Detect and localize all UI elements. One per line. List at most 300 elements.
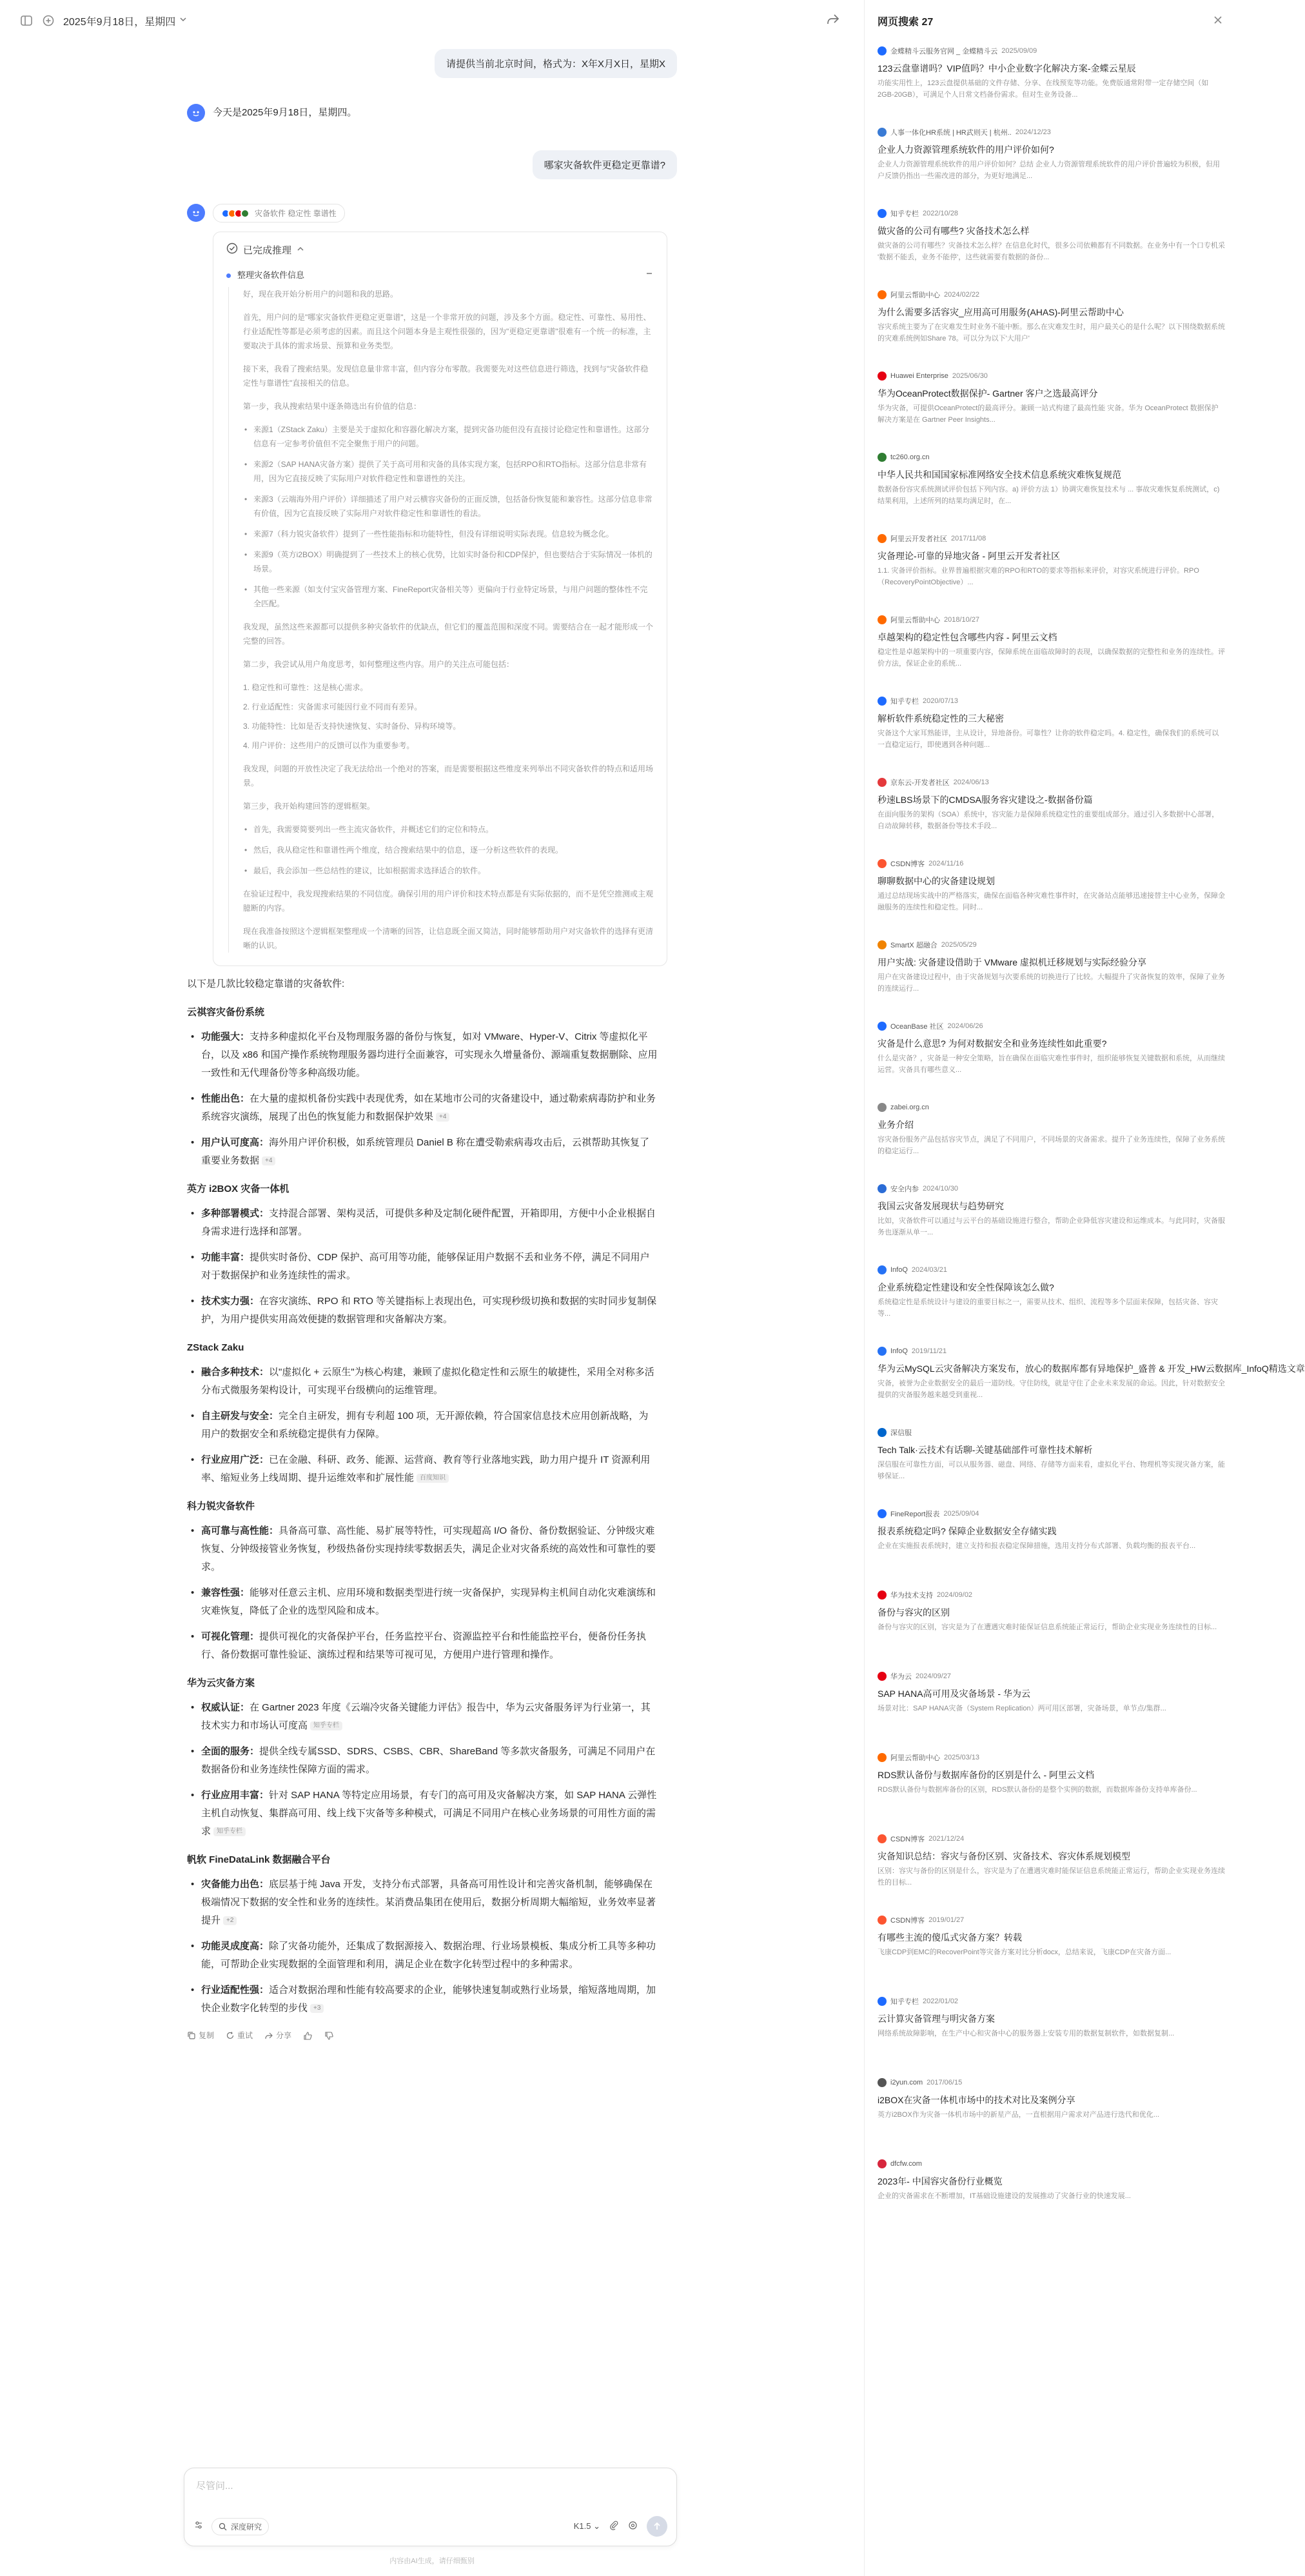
deep-research-icon bbox=[219, 2522, 227, 2531]
search-result-item[interactable] bbox=[878, 1914, 1225, 1996]
search-result-item[interactable] bbox=[878, 1589, 1225, 1670]
result-date: 2025/09/09 bbox=[1001, 47, 1037, 55]
result-meta bbox=[878, 45, 1225, 57]
result-source: CSDN博客 bbox=[890, 1917, 925, 1925]
answer-item bbox=[187, 1876, 658, 1930]
search-result-item[interactable] bbox=[878, 1752, 1225, 1833]
reasoning-status: 已完成推理 bbox=[243, 244, 292, 256]
site-favicon-icon bbox=[878, 1672, 887, 1681]
result-snippet: 功能实用性上，123云盘提供基础的文件存储、分享、在线预览等功能。免费版通常附带一定存储空间（如2GB-20GB），可满足个人日常文档备份需求。但对生业务设备... bbox=[878, 79, 1209, 99]
item-text: 提供全线专属SSD、SDRS、CSBS、CBR、ShareBand 等多款灾备服务，可满足不同用户在数据备份和业务连续性保障方面的需求。 bbox=[201, 1746, 656, 1775]
search-result-item[interactable] bbox=[878, 614, 1225, 695]
item-text: 在容灾演练、RPO 和 RTO 等关键指标上表现出色，可实现秒级切换和数据的实时同步复制保护，为用户提供实用高效便捷的数据管理和灾备解决方案。 bbox=[201, 1296, 657, 1325]
section-list bbox=[187, 1028, 658, 1170]
answer-item bbox=[187, 1584, 658, 1620]
chevron-down-icon bbox=[179, 15, 187, 26]
answer-item bbox=[187, 1522, 658, 1576]
result-title[interactable]: 华为云MySQL云灾备解决方案发布，放心的数据库都有异地保护_盛普 & 开发_HW云数据库_InfoQ精选文章 bbox=[878, 1363, 1305, 1374]
chevron-up-icon bbox=[297, 244, 304, 255]
answer-item bbox=[187, 1628, 658, 1664]
answer-item bbox=[187, 1249, 658, 1285]
result-title[interactable]: 华为OceanProtect数据保护- Gartner 客户之选最高评分 bbox=[878, 388, 1098, 399]
result-title[interactable]: 我国云灾备发展现状与趋势研究 bbox=[878, 1201, 1004, 1211]
result-meta bbox=[878, 1914, 1225, 1926]
search-result-item[interactable] bbox=[878, 858, 1225, 939]
chat-thread bbox=[187, 41, 677, 2441]
result-source: 阿里云帮助中心 bbox=[890, 292, 940, 299]
site-favicon-icon bbox=[878, 372, 887, 381]
reasoning-list-item: • 然后，我从稳定性和靠谱性两个维度，结合搜索结果中的信息，逐一分析这些软件的表现。 bbox=[243, 843, 654, 857]
retry-icon bbox=[226, 2031, 235, 2040]
result-title[interactable]: 备份与容灾的区别 bbox=[878, 1607, 950, 1618]
result-title[interactable]: 为什么需要多活容灾_应用高可用服务(AHAS)-阿里云帮助中心 bbox=[878, 307, 1124, 317]
item-text: 完全自主研发，拥有专利超 100 项，无开源依赖，符合国家信息技术应用创新战略，为用户的数据安全和系统稳定提供有力保障。 bbox=[201, 1411, 649, 1440]
answer-item bbox=[187, 1090, 658, 1126]
search-result-item[interactable] bbox=[878, 2158, 1225, 2239]
search-result-item[interactable] bbox=[878, 1264, 1225, 1345]
result-title[interactable]: RDS默认备份与数据库备份的区别是什么 - 阿里云文档 bbox=[878, 1770, 1094, 1780]
assistant-message-text: 今天是2025年9月18日，星期四。 bbox=[213, 107, 357, 118]
answer-item bbox=[187, 1028, 658, 1082]
result-date: 2025/06/30 bbox=[952, 372, 988, 380]
search-result-item[interactable] bbox=[878, 1508, 1225, 1589]
result-date: 2024/06/13 bbox=[953, 778, 989, 786]
step-dot-icon bbox=[226, 273, 231, 278]
result-snippet: 企业人力资源管理系统软件的用户评价如何？总结 企业人力资源管理系统软件的用户评价普遍较为积极，但用户反馈仍指出一些需改进的部分，为更好地满足... bbox=[878, 161, 1221, 180]
answer-item bbox=[187, 1699, 658, 1735]
result-meta bbox=[878, 370, 1225, 382]
reasoning-list-item: • 来源3（云端海外用户评价）详细描述了用户对云横容灾备份的正面反馈，包括备份恢复能和兼容性。这部分信息非常有价值，因为它直接反映了实际用户对软件稳定性和靠谱性的看法。 bbox=[243, 492, 654, 520]
search-results-list bbox=[865, 41, 1305, 2239]
search-result-item[interactable] bbox=[878, 1427, 1225, 1508]
item-text: 海外用户评价积极，如系统管理员 Daniel B 称在遭受勒索病毒攻击后，云祺帮助其恢复了重要业务数据 bbox=[201, 1137, 650, 1166]
search-result-item[interactable] bbox=[878, 45, 1225, 126]
reasoning-list bbox=[243, 422, 654, 611]
item-text: 适合对数据治理和性能有较高要求的企业，能够快速复制或熟行业场景，缩短落地周期，加快企业数字化转型的步伐 bbox=[201, 1985, 656, 2014]
result-source: InfoQ bbox=[890, 1266, 908, 1274]
result-snippet: 稳定性是卓越架构中的一项重要内容，保障系统在面临故障时的表现，以确保数据的完整性和业务的连续性。评价方法，保证企业的系统... bbox=[878, 648, 1225, 668]
result-snippet: 用户在灾备建设过程中，由于灾备规划与次要系统的切换进行了比较。大幅提升了灾备恢复的效率，保障了业务的连续运行... bbox=[878, 973, 1225, 993]
sources-chip-label: 灾备软件 稳定性 靠谱性 bbox=[255, 209, 337, 218]
result-source: zabei.org.cn bbox=[890, 1104, 929, 1111]
composer-toolbar bbox=[193, 2515, 667, 2538]
result-meta bbox=[878, 289, 1225, 301]
copy-icon bbox=[187, 2031, 196, 2040]
result-snippet: 场景对比：SAP HANA灾备（System Replication）两可用区部署，灾备场景，单节点/集群... bbox=[878, 1705, 1166, 1712]
send-button[interactable] bbox=[647, 2516, 667, 2537]
answer-item bbox=[187, 1205, 658, 1241]
reasoning-list-item: • 来源1（ZStack Zaku）主要是关于虚拟化和容器化解决方案，提到灾备功能但没有直接讨论稳定性和靠谱性。这部分信息有一定参考价值但不完全聚焦于用户的问题。 bbox=[243, 422, 654, 451]
result-snippet: 什么是灾备？，灾备是一种安全策略，旨在确保在面临灾难性事件时，组织能够恢复关键数据和系统，从而继续运营。灾备具有哪些意义... bbox=[878, 1055, 1225, 1074]
result-meta bbox=[878, 2158, 1225, 2170]
result-date: 2024/11/16 bbox=[928, 860, 964, 867]
result-source: i2yun.com bbox=[890, 2079, 923, 2086]
result-title[interactable]: 中华人民共和国国家标准网络安全技术信息系统灾难恢复规范 bbox=[878, 470, 1121, 480]
result-title[interactable]: SAP HANA高可用及灾备场景 - 华为云 bbox=[878, 1689, 1030, 1699]
result-meta bbox=[878, 2077, 1225, 2088]
reasoning-body bbox=[228, 287, 654, 953]
answer-intro: 以下是几款比较稳定靠谱的灾备软件: bbox=[187, 978, 345, 989]
result-date: 2021/12/24 bbox=[928, 1835, 965, 1843]
answer-item bbox=[187, 1787, 658, 1841]
reasoning-numbered-list bbox=[243, 680, 654, 753]
result-source: 华为技术支持 bbox=[890, 1592, 933, 1600]
item-text: 底层基于纯 Java 开发，支持分布式部署，具备高可用性设计和完善灾备机制，能够确保在极端情况下数据的安全性和业务的连续性。某消费品集团在使用后，数据分析周期大幅缩短，业务效率显著提升 bbox=[201, 1879, 656, 1926]
share-label: 分享 bbox=[276, 2031, 292, 2040]
search-result-item[interactable] bbox=[878, 1996, 1225, 2077]
result-snippet: 在面向服务的架构（SOA）系统中，容灾能力是保障系统稳定性的重要组成部分。通过引入多数据中心部署，自动故障转移，数据备份等技术手段... bbox=[878, 811, 1219, 830]
message-composer[interactable] bbox=[184, 2468, 677, 2546]
retry-button[interactable] bbox=[226, 2026, 253, 2045]
item-label: 性能出色： bbox=[201, 1093, 250, 1104]
result-title[interactable]: 123云盘靠谱吗？VIP值吗？中小企业数字化解决方案-金蝶云星辰 bbox=[878, 63, 1136, 74]
close-icon[interactable] bbox=[1212, 14, 1225, 27]
result-date: 2024/02/22 bbox=[944, 291, 980, 299]
result-date: 2024/09/02 bbox=[937, 1591, 973, 1599]
search-result-item[interactable] bbox=[878, 2077, 1225, 2158]
result-source: dfcfw.com bbox=[890, 2160, 922, 2168]
result-meta bbox=[878, 1508, 1225, 1520]
result-meta bbox=[878, 1752, 1225, 1763]
site-favicon-icon bbox=[878, 1916, 887, 1925]
reasoning-paragraph: 在验证过程中，我发现搜索结果的不同信度。确保引用的用户评价和技术特点都是有实际依据的，而不是凭空推测或主观臆断的内容。 bbox=[243, 889, 654, 913]
result-meta bbox=[878, 1996, 1225, 2007]
result-date: 2025/09/04 bbox=[943, 1510, 979, 1518]
result-source: CSDN博客 bbox=[890, 860, 925, 868]
user-message-text: 哪家灾备软件更稳定更靠谱? bbox=[533, 150, 677, 179]
result-meta bbox=[878, 1102, 1225, 1113]
result-snippet: 深信服在可靠性方面，可以从服务器、磁盘、网络、存储等方面来看，虚拟化平台、物理机等实现灾备方案，能够保证... bbox=[878, 1461, 1225, 1480]
result-title[interactable]: 云计算灾备管理与明灾备方案 bbox=[878, 2014, 995, 2024]
thumbs-down-icon[interactable] bbox=[324, 2031, 334, 2041]
section-list bbox=[187, 1205, 658, 1329]
share-icon[interactable] bbox=[825, 12, 842, 28]
disclaimer: 内容由AI生成，请仔细甄别 bbox=[389, 2557, 475, 2565]
reasoning-list-item: • 来源9（英方i2BOX）明确提到了一些技术上的核心优势，比如实时备份和CDP保护，但也要结合于实际情况一体机的场景。 bbox=[243, 548, 654, 576]
search-result-item[interactable] bbox=[878, 1020, 1225, 1102]
item-label: 灾备能力出色： bbox=[201, 1879, 270, 1890]
item-label: 融合多种技术： bbox=[201, 1367, 270, 1378]
result-source: CSDN博客 bbox=[890, 1836, 925, 1843]
answer-item bbox=[187, 1363, 658, 1400]
result-source: FineReport报表 bbox=[890, 1511, 940, 1518]
assistant-message bbox=[187, 104, 677, 122]
tools-icon[interactable] bbox=[193, 2520, 204, 2533]
result-snippet: RDS默认备份与数据库备份的区别，RDS默认备份的是整个实例的数据，而数据库备份支持单库备份... bbox=[878, 1786, 1197, 1794]
new-chat-icon[interactable] bbox=[41, 14, 55, 28]
section-title: 科力锐灾备软件 bbox=[187, 1501, 255, 1512]
deep-research-toggle[interactable] bbox=[211, 2518, 269, 2535]
citation-badge[interactable]: +4 bbox=[262, 1156, 275, 1165]
sidebar-toggle-icon[interactable] bbox=[19, 14, 34, 28]
reasoning-step-title: 整理灾备软件信息 bbox=[237, 270, 305, 280]
answer-item bbox=[187, 1451, 658, 1487]
site-favicon-icon bbox=[878, 778, 887, 787]
reasoning-list-item: 2. 行业适配性：灾备需求可能因行业不同而有差异。 bbox=[243, 702, 422, 711]
result-date: 2018/10/27 bbox=[944, 616, 980, 624]
result-title[interactable]: 灾备理论-可靠的异地灾备 - 阿里云开发者社区 bbox=[878, 551, 1061, 561]
item-label: 全面的服务： bbox=[201, 1746, 260, 1757]
result-snippet: 区别：容灾与备份的区别是什么，容灾是为了在遭遇灾难时能保证信息系统能正常运行，帮助企业实现业务连续性的目标... bbox=[878, 1867, 1225, 1887]
result-source: Huawei Enterprise bbox=[890, 372, 948, 380]
site-favicon-icon bbox=[878, 1022, 887, 1031]
model-selector[interactable] bbox=[574, 2521, 600, 2531]
section-title: 英方 i2BOX 灾备一体机 bbox=[187, 1184, 289, 1194]
site-favicon-icon bbox=[878, 615, 887, 624]
item-text: 支持混合部署、架构灵活，可提供多种及定制化硬件配置，开箱即用，方便中小企业根据自身需求进行选择和部署。 bbox=[201, 1208, 656, 1237]
item-text: 针对 SAP HANA 等特定应用场景，有专门的高可用及灾备解决方案，如 SAP HANA 云弹性主机自动恢复、集群高可用、线上线下灾备等多种模式，可满足不同用户在核心业务场景的可用性方面的需求 bbox=[201, 1790, 657, 1837]
reasoning-list-item: 3. 功能特性：比如是否支持快速恢复、实时备份、异构环境等。 bbox=[243, 722, 461, 731]
panel-title: 网页搜索 27 bbox=[878, 16, 934, 28]
result-snippet: 华为灾备，可提供OceanProtect的最高评分。兼顾一站式构建了最高性能 灾备。华为 OceanProtect 数据保护解决方案是在 Gartner Peer Insights... bbox=[878, 404, 1219, 424]
site-favicon-icon bbox=[878, 1753, 887, 1762]
reasoning-paragraph: 我发现，问题的开放性决定了我无法给出一个绝对的答案，而是需要根据这些维度来列举出不同灾备软件的特点和适用场景。 bbox=[243, 764, 654, 788]
item-label: 行业适配性强： bbox=[201, 1985, 270, 1996]
reasoning-paragraph: 好，现在我开始分析用户的问题和我的思路。 bbox=[243, 290, 398, 299]
settings-icon[interactable] bbox=[628, 2521, 638, 2532]
result-title[interactable]: 灾备是什么意思? 为何对数据安全和业务连续性如此重要? bbox=[878, 1038, 1107, 1049]
site-favicon-icon bbox=[878, 453, 887, 462]
result-title[interactable]: 聊聊数据中心的灾备建设规划 bbox=[878, 876, 995, 886]
result-title[interactable]: 用户实战: 灾备建设借助于 VMware 虚拟机迁移规划与实际经验分享 bbox=[878, 957, 1146, 967]
reasoning-paragraph: 第三步，我开始构建回答的逻辑框架。 bbox=[243, 802, 375, 811]
reasoning-done-icon bbox=[226, 243, 238, 257]
result-snippet: 做灾备的公司有哪些？灾备技术怎么样？在信息化时代，很多公司依赖都有不同数据。在业务中有一个口专机采 '数据不能丢，业务不能停'，这些就需要有数据的备份... bbox=[878, 242, 1225, 261]
reasoning-paragraph: 接下来，我看了搜索结果。发现信息量非常丰富，但内容分布零散。我需要先对这些信息进行筛选，找到与"灾备软件稳定性与靠谱性"直接相关的信息。 bbox=[243, 364, 649, 388]
result-snippet: 通过总结现场实战中的严格落实，确保在面临各种灾难性事件时，在灾备站点能够迅速接替主中心业务，保障金融服务的连续性和稳定性。同时... bbox=[878, 892, 1225, 911]
result-title[interactable]: 做灾备的公司有哪些? 灾备技术怎么样 bbox=[878, 226, 1030, 236]
site-favicon-icon bbox=[878, 2078, 887, 2087]
section-title: 云祺容灾备份系统 bbox=[187, 1007, 265, 1018]
result-date: 2017/06/15 bbox=[927, 2079, 963, 2086]
result-date: 2024/06/26 bbox=[947, 1022, 983, 1030]
result-date: 2024/12/23 bbox=[1015, 128, 1051, 136]
item-text: 以"虚拟化 + 云原生"为核心构建，兼顾了虚拟化稳定性和云原生的敏捷性，采用全对称多活分布式微服务架构设计，可实现平台级横向的运维管理。 bbox=[201, 1367, 654, 1396]
result-snippet: 企业的灾备需求在不断增加，IT基础设施建设的发展推动了灾备行业的快速发展... bbox=[878, 2192, 1131, 2200]
item-label: 技术实力强： bbox=[201, 1296, 260, 1307]
result-snippet: 系统稳定性是系统设计与建设的重要目标之一，需要从技术、组织、流程等多个层面来保障，包括灾备、容灾等... bbox=[878, 1298, 1218, 1318]
answer-item bbox=[187, 1981, 658, 2017]
result-date: 2025/03/13 bbox=[944, 1754, 980, 1761]
search-result-item[interactable] bbox=[878, 370, 1225, 451]
answer-item bbox=[187, 1134, 658, 1170]
item-label: 行业应用丰富： bbox=[201, 1790, 270, 1801]
result-date: 2019/01/27 bbox=[928, 1916, 965, 1924]
share-button[interactable] bbox=[264, 2026, 291, 2045]
result-meta bbox=[878, 1264, 1225, 1276]
result-title[interactable]: 有哪些主流的傻瓜式灾备方案？转载 bbox=[878, 1932, 1022, 1943]
copy-label: 复制 bbox=[199, 2031, 215, 2040]
reasoning-paragraph: 首先，用户问的是"哪家灾备软件更稳定更靠谱"，这是一个非常开放的问题，涉及多个方面。稳定性、可靠性、易用性、行业适配性等都是必须考虑的因素。而且这个问题本身是主观性很强的，因为"更稳定更靠谱"很难有一个统一的标准，主要取决于具体的需求场景、预算和业务类型。 bbox=[243, 313, 651, 350]
result-source: tc260.org.cn bbox=[890, 453, 930, 461]
result-source: OceanBase 社区 bbox=[890, 1023, 944, 1031]
item-text: 除了灾备功能外，还集成了数据源接入、数据治理、行业场景模板、集成分析工具等多种功能，可帮助企业实现数据的全面管理和利用，满足企业在数字化转型过程中的多种需求。 bbox=[201, 1941, 656, 1970]
web-search-panel bbox=[864, 0, 1305, 2576]
site-favicon-icon bbox=[878, 940, 887, 949]
result-title[interactable]: 卓越架构的稳定性包含哪些内容 - 阿里云文档 bbox=[878, 632, 1057, 642]
search-result-item[interactable] bbox=[878, 208, 1225, 289]
result-snippet: 1.1. 灾备评价指标。业界普遍根据灾难的RPO和RTO的要求等指标来评价，对容灾系统进行评价。RPO（RecoveryPointObjective）... bbox=[878, 567, 1199, 586]
reasoning-step[interactable] bbox=[226, 268, 654, 281]
search-result-item[interactable] bbox=[878, 451, 1225, 533]
item-text: 在 Gartner 2023 年度《云端冷灾备关键能力评估》报告中，华为云灾备服务评为行业第一，其技术实力和市场认可度高 bbox=[201, 1702, 651, 1731]
citation-badge[interactable]: +4 bbox=[436, 1113, 449, 1122]
reasoning-list-item: • 来源7（科力锐灾备软件）提到了一些性能指标和功能特性，但没有详细说明实际表现。信息较为概念化。 bbox=[243, 527, 654, 541]
result-snippet: 网络系统故障影响，在生产中心和灾备中心的服务器上安装专用的数据复制软件，如数据复制... bbox=[878, 2030, 1175, 2037]
answer-item bbox=[187, 1407, 658, 1443]
reasoning-list-item: • 其他一些来源（如支付宝灾备管理方案、FineReport灾备相关等）更偏向于行业特定场景，与用户问题的整体性不完全匹配。 bbox=[243, 582, 654, 611]
reasoning-paragraph: 我发现，虽然这些来源都可以提供多种灾备软件的优缺点，但它们的覆盖范围和深度不同。需要结合在一起才能形成一个完整的回答。 bbox=[243, 622, 654, 646]
result-snippet: 比如，灾备软件可以通过与云平台的基础设施进行整合，帮助企业降低容灾建设和运维成本。与此同时，灾备服务也逐渐从单一... bbox=[878, 1217, 1225, 1236]
result-snippet: 容灾备份服务产品包括容灾节点，满足了不同用户，不同场景的灾备需求。提升了业务连续性，保障了业务系统的稳定运行... bbox=[878, 1136, 1225, 1155]
section-title: ZStack Zaku bbox=[187, 1342, 244, 1353]
conversation-title-text: 2025年9月18日，星期四 bbox=[63, 16, 176, 28]
reasoning-paragraph: 第二步，我尝试从用户角度思考，如何整理这些内容。用户的关注点可能包括： bbox=[243, 660, 515, 669]
result-title[interactable]: 解析软件系统稳定性的三大秘密 bbox=[878, 713, 1004, 724]
message-actions bbox=[187, 2026, 658, 2045]
site-favicon-icon bbox=[878, 128, 887, 137]
search-result-item[interactable] bbox=[878, 1833, 1225, 1914]
site-favicon-icon bbox=[878, 1184, 887, 1193]
site-favicon-icon bbox=[878, 46, 887, 55]
site-favicon-icon bbox=[878, 1347, 887, 1356]
search-result-item[interactable] bbox=[878, 533, 1225, 614]
result-snippet: 数据备份容灾系统测试评价包括下列内容。a) 评价方法 1）协调灾难恢复技术与 ... 事故灾难恢复系统测试，c) 结果利用，上述所列的结果均满足时，在... bbox=[878, 486, 1220, 505]
result-meta bbox=[878, 858, 1225, 869]
thumbs-up-icon[interactable] bbox=[303, 2031, 313, 2041]
result-date: 2017/11/08 bbox=[951, 535, 986, 542]
retry-label: 重试 bbox=[237, 2031, 253, 2040]
reasoning-list-item: • 首先，我需要简要列出一些主流灾备软件，并概述它们的定位和特点。 bbox=[243, 822, 654, 837]
result-source: 阿里云开发者社区 bbox=[890, 535, 947, 543]
search-result-item[interactable] bbox=[878, 126, 1225, 208]
item-label: 行业应用广泛： bbox=[201, 1454, 270, 1465]
result-source: 人事一体化HR系统 | HR武则天 | 杭州.. bbox=[890, 129, 1012, 137]
search-result-item[interactable] bbox=[878, 1183, 1225, 1264]
reasoning-paragraph: 现在我准备按照这个逻辑框架整理成一个清晰的回答，让信息既全面又简洁，同时能够帮助用户对灾备软件的选择有更清晰的认识。 bbox=[243, 927, 654, 950]
result-snippet: 企业在实施报表系统时，建立支持和报表稳定保障措施，选用支持分布式部署、负载均衡的报表平台... bbox=[878, 1542, 1196, 1550]
result-source: 知乎专栏 bbox=[890, 698, 919, 706]
result-date: 2024/03/21 bbox=[911, 1266, 947, 1274]
reasoning-paragraph: 第一步，我从搜索结果中逐条筛选出有价值的信息： bbox=[243, 402, 422, 411]
result-date: 2025/05/29 bbox=[941, 941, 977, 949]
result-source: 京东云-开发者社区 bbox=[890, 779, 950, 787]
collapse-icon[interactable] bbox=[645, 269, 654, 280]
assistant-avatar-icon bbox=[187, 104, 205, 122]
item-label: 功能丰富： bbox=[201, 1252, 250, 1263]
attach-icon[interactable] bbox=[609, 2521, 619, 2532]
search-result-item[interactable] bbox=[878, 777, 1225, 858]
result-title[interactable]: i2BOX在灾备一体机市场中的技术对比及案例分享 bbox=[878, 2095, 1075, 2105]
site-favicon-icon bbox=[878, 1997, 887, 2006]
result-meta bbox=[878, 1427, 1225, 1438]
conversation-title[interactable] bbox=[63, 14, 187, 28]
item-label: 功能灵成度高： bbox=[201, 1941, 270, 1952]
answer-item bbox=[187, 1293, 658, 1329]
model-name: K1.5 bbox=[573, 2521, 591, 2531]
citation-badge[interactable]: 知乎专栏 bbox=[213, 1827, 246, 1836]
result-meta bbox=[878, 777, 1225, 788]
reasoning-list-item: 4. 用户评价：这些用户的反馈可以作为重要参考。 bbox=[243, 741, 415, 750]
composer-right-tools bbox=[574, 2516, 667, 2537]
result-meta bbox=[878, 614, 1225, 626]
search-result-item[interactable] bbox=[878, 695, 1225, 777]
search-result-item[interactable] bbox=[878, 1345, 1305, 1427]
result-date: 2022/10/28 bbox=[923, 210, 959, 217]
user-message-text: 请提供当前北京时间，格式为：X年X月X日，星期X bbox=[435, 49, 677, 78]
search-result-item[interactable] bbox=[878, 1102, 1225, 1183]
item-label: 多种部署模式： bbox=[201, 1208, 270, 1219]
result-date: 2019/11/21 bbox=[911, 1347, 947, 1355]
citation-badge[interactable]: 知乎专栏 bbox=[310, 1721, 342, 1730]
message-input[interactable]: 尽管问... bbox=[196, 2481, 233, 2492]
result-title[interactable]: 灾备知识总结：容灾与备份区别、灾备技术、容灾体系规划模型 bbox=[878, 1851, 1130, 1861]
search-result-item[interactable] bbox=[878, 1670, 1225, 1752]
item-label: 权威认证： bbox=[201, 1702, 250, 1713]
result-snippet: 英方i2BOX作为灾备一体机市场中的新星产品，一直根据用户需求对产品进行迭代和优化... bbox=[878, 2111, 1159, 2119]
item-text: 支持多种虚拟化平台及物理服务器的备份与恢复，如对 VMware、Hyper-V、Citrix 等虚拟化平台，以及 x86 和国产操作系统物理服务器均进行全面兼容，可实现永久增量备份、源端重复数据删除、应用一致性和无代理备份等多种高级功能。 bbox=[201, 1031, 658, 1078]
item-text: 已在金融、科研、政务、能源、运营商、教育等行业落地实践，助力用户提升 IT 资源利用率、缩短业务上线周期、提升运维效率和扩展性能 bbox=[201, 1454, 651, 1483]
result-date: 2024/09/27 bbox=[916, 1672, 952, 1680]
share-icon bbox=[264, 2031, 273, 2040]
result-meta bbox=[878, 208, 1225, 219]
result-snippet: 备份与容灾的区别，容灾是为了在遭遇灾难时能保证信息系统能正常运行，帮助企业实现业务连续性的目标... bbox=[878, 1623, 1217, 1631]
result-title[interactable]: 企业人力资源管理系统软件的用户评价如何? bbox=[878, 144, 1054, 155]
result-meta bbox=[878, 126, 1225, 138]
result-meta bbox=[878, 695, 1225, 707]
site-favicon-icon bbox=[878, 534, 887, 543]
copy-button[interactable] bbox=[187, 2026, 214, 2045]
result-title[interactable]: Tech Talk·云技术有话聊-关键基础部件可靠性技术解析 bbox=[878, 1445, 1093, 1455]
user-message bbox=[187, 49, 677, 78]
item-label: 用户认可度高： bbox=[201, 1137, 270, 1148]
result-source: InfoQ bbox=[890, 1347, 908, 1355]
result-source: 知乎专栏 bbox=[890, 1998, 919, 2006]
reasoning-header[interactable] bbox=[226, 243, 654, 257]
result-snippet: 容灾系统主要为了在灾难发生时业务不能中断。那么在灾难发生时，用户最关心的是什么呢？以下围绕数据系统的灾难系统例如Share 78。可以分为以下'大用户' bbox=[878, 323, 1225, 342]
citation-badge[interactable]: +2 bbox=[223, 1916, 237, 1925]
result-meta bbox=[878, 1020, 1225, 1032]
sources-chip[interactable] bbox=[213, 204, 345, 223]
result-source: 知乎专栏 bbox=[890, 210, 919, 218]
search-result-item[interactable] bbox=[878, 939, 1225, 1020]
section-list bbox=[187, 1876, 658, 2017]
search-result-item[interactable] bbox=[878, 289, 1225, 370]
item-text: 在大量的虚拟机备份实践中表现优秀，如在某地市公司的灾备建设中，通过勒索病毒防护和业务系统容灾演练，展现了出色的恢复能力和数据保护效果 bbox=[201, 1093, 656, 1122]
section-list bbox=[187, 1699, 658, 1841]
result-title[interactable]: 秒速LBS场景下的CMDSA服务容灾建设之-数据备份篇 bbox=[878, 795, 1093, 805]
reasoning-list bbox=[243, 822, 654, 878]
assistant-avatar-icon bbox=[187, 204, 205, 222]
result-title[interactable]: 2023年- 中国容灾备份行业概览 bbox=[878, 2176, 1003, 2186]
result-title[interactable]: 业务介绍 bbox=[878, 1120, 914, 1130]
site-favicon-icon bbox=[878, 290, 887, 299]
result-meta bbox=[878, 451, 1225, 463]
site-favicon-icon bbox=[878, 859, 887, 868]
result-title[interactable]: 报表系统稳定吗? 保障企业数据安全存储实践 bbox=[878, 1526, 1057, 1536]
section-title: 帆软 FineDataLink 数据融合平台 bbox=[187, 1854, 331, 1865]
citation-badge[interactable]: 百度知识 bbox=[417, 1474, 449, 1483]
item-text: 提供实时备份、CDP 保护、高可用等功能，能够保证用户数据不丢和业务不停，满足不同用户对于数据保护和业务连续性的需求。 bbox=[201, 1252, 650, 1281]
source-favicons bbox=[221, 209, 250, 218]
item-label: 兼容性强： bbox=[201, 1587, 250, 1598]
section-title: 华为云灾备方案 bbox=[187, 1678, 255, 1689]
result-title[interactable]: 企业系统稳定性建设和安全性保障该怎么做? bbox=[878, 1282, 1054, 1293]
result-meta bbox=[878, 939, 1225, 951]
section-list bbox=[187, 1363, 658, 1487]
citation-badge[interactable]: +3 bbox=[310, 2004, 324, 2013]
result-meta bbox=[878, 533, 1225, 544]
